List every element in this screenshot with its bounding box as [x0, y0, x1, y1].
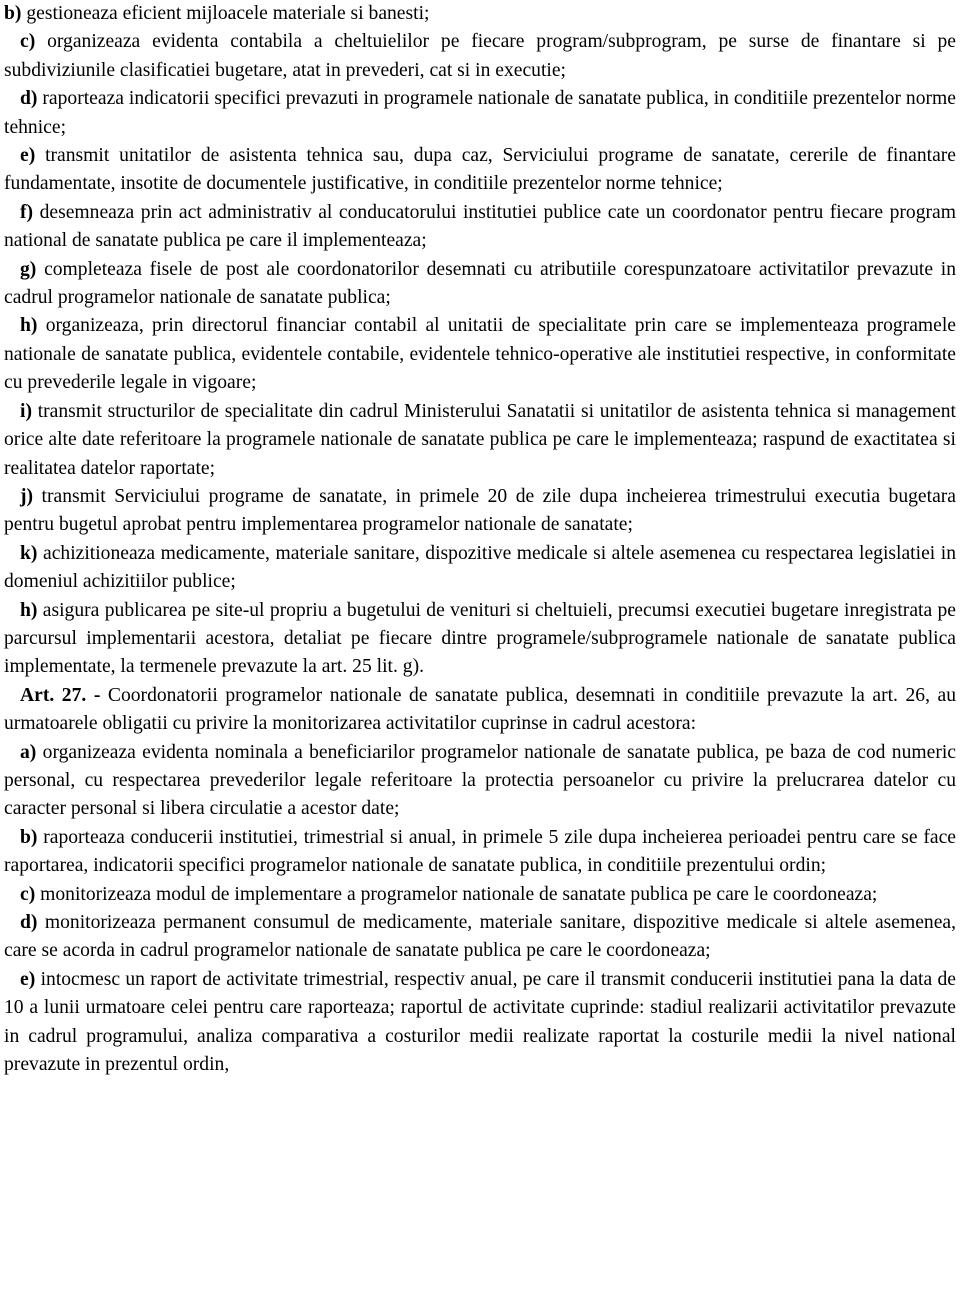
item-label: g)	[20, 258, 37, 280]
paragraph-e-second	[4, 966, 956, 1080]
article-text: Coordonatorii programelor nationale de sanatate publica, desemnati in conditiile prevazute la art. 26, au urmatoarele obligatii cu privire la monitorizarea activitatilor cuprinse in cadrul acestora:	[4, 684, 956, 735]
paragraph-d	[4, 85, 956, 142]
paragraph-b	[4, 0, 956, 28]
paragraph-d-second	[4, 909, 956, 966]
paragraph-g	[4, 256, 956, 313]
article-27	[4, 682, 956, 739]
item-text: desemneaza prin act administrativ al conducatorului institutiei publice cate un coordonator pentru fiecare program national de sanatate publica pe care il implementeaza;	[4, 201, 956, 252]
item-text: organizeaza evidenta nominala a beneficiarilor programelor nationale de sanatate publica, pe baza de cod numeric personal, cu respectarea prevederilor legale referitoare la protectia persoanelor cu privire la prelucrarea datelor cu caracter personal si libera circulatie a acestor date;	[4, 741, 956, 820]
item-label: e)	[20, 968, 36, 990]
article-label: Art. 27. -	[20, 684, 101, 706]
item-label: h)	[20, 315, 38, 337]
item-label: b)	[20, 826, 38, 848]
item-label: e)	[20, 145, 36, 167]
paragraph-j	[4, 483, 956, 540]
item-label: c)	[20, 883, 36, 905]
item-label: b)	[4, 3, 22, 24]
item-text: transmit Serviciului programe de sanatate, in primele 20 de zile dupa incheierea trimestrului executia bugetara pentru bugetul aprobat pentru implementarea programelor nationale de sanatate;	[4, 485, 956, 536]
item-text: raporteaza conducerii institutiei, trimestrial si anual, in primele 5 zile dupa incheierea perioadei pentru care se face raportarea, indicatorii specifici programelor nationale de sanatate publica, in conditiile prezentului ordin;	[4, 826, 956, 877]
paragraph-f	[4, 199, 956, 256]
item-text: raporteaza indicatorii specifici prevazuti in programele nationale de sanatate publica, in conditiile prezentelor norme tehnice;	[4, 88, 956, 138]
item-label: c)	[20, 31, 36, 53]
paragraph-c	[4, 28, 956, 85]
paragraph-i	[4, 398, 956, 483]
item-label: h)	[20, 599, 38, 621]
item-label: i)	[20, 400, 32, 422]
item-label: d)	[20, 88, 38, 110]
item-text: monitorizeaza modul de implementare a programelor nationale de sanatate publica pe care le coordoneaza;	[40, 883, 878, 905]
paragraph-h	[4, 312, 956, 397]
item-label: j)	[20, 485, 34, 507]
item-text: intocmesc un raport de activitate trimestrial, respectiv anual, pe care il transmit conducerii institutiei pana la data de 10 a lunii urmatoare celei pentru care raporteaza; raportul de activitate cuprinde: stadiul realizarii activitatilor prevazute in cadrul programului, analiza comparativa a costurilor medii realizate raportat la costurile medii la nivel national prevazute in prezentul ordin,	[4, 968, 956, 1076]
paragraph-e	[4, 142, 956, 199]
item-text: completeaza fisele de post ale coordonatorilor desemnati cu atributiile corespunzatoare activitatilor prevazute in cadrul programelor nationale de sanatate publica;	[4, 258, 957, 309]
item-text: organizeaza evidenta contabila a cheltuielilor pe fiecare program/subprogram, pe surse de finantare si pe subdiviziunile clasificatiei bugetare, atat in prevederi, cat si in executie;	[4, 31, 956, 81]
item-label: d)	[20, 912, 38, 933]
item-text: monitorizeaza permanent consumul de medicamente, materiale sanitare, dispozitive medicale si altele asemenea, care se acorda in cadrul programelor nationale de sanatate publica pe care le coordoneaza;	[4, 912, 956, 962]
item-text: asigura publicarea pe site-ul propriu a bugetului de venituri si cheltuieli, precumsi executiei bugetare inregistrata pe parcursul implementarii acestora, detaliat pe fiecare dintre programele/subprogramele nationale de sanatate publica implementate, la termenele prevazute la art. 25 lit. g).	[4, 599, 957, 678]
paragraph-k	[4, 540, 956, 597]
paragraph-c-second	[4, 881, 956, 909]
item-text: transmit structurilor de specialitate din cadrul Ministerului Sanatatii si unitatilor de asistenta tehnica si management orice alte date referitoare la programele nationale de sanatate publica pe care le implementeaza; raspund de exactitatea si realitatea datelor raportate;	[4, 400, 956, 479]
paragraph-h-second	[4, 597, 956, 682]
item-text: achizitioneaza medicamente, materiale sanitare, dispozitive medicale si altele asemenea cu respectarea legislatiei in domeniul achizitiilor publice;	[4, 542, 956, 593]
item-text: gestioneaza eficient mijloacele materiale si banesti;	[26, 3, 430, 24]
paragraph-a	[4, 739, 956, 824]
item-label: k)	[20, 542, 38, 564]
item-text: organizeaza, prin directorul financiar contabil al unitatii de specialitate prin care se implementeaza programele nationale de sanatate publica, evidentele contabile, evidentele tehnico-operative ale institutiei respective, in conformitate cu prevederile legale in vigoare;	[4, 315, 956, 394]
item-label: f)	[20, 201, 34, 223]
paragraph-b-second	[4, 824, 956, 881]
item-label: a)	[20, 741, 37, 763]
item-text: transmit unitatilor de asistenta tehnica sau, dupa caz, Serviciului programe de sanatate, cererile de finantare fundamentate, insotite de documentele justificative, in conditiile prezentelor norme tehnice;	[4, 145, 956, 195]
